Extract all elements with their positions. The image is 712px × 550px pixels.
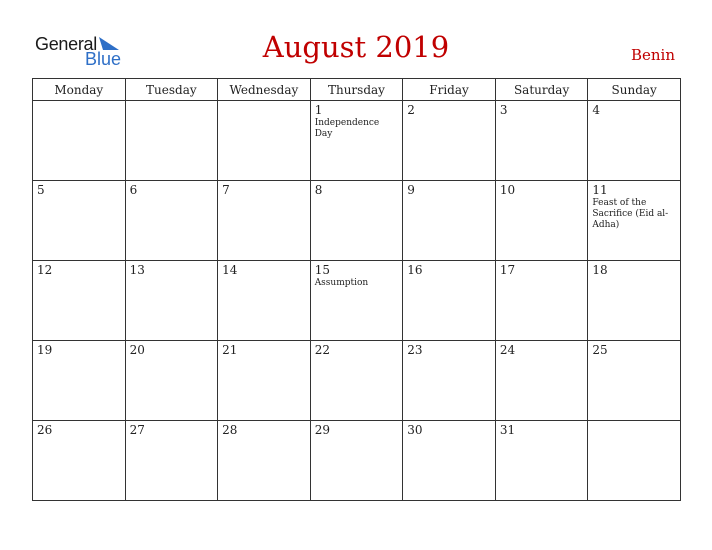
- day-cell: [403, 261, 496, 341]
- day-cell: [495, 181, 588, 261]
- day-number: 1: [314, 103, 323, 117]
- holiday-label: Feast of the Sacrifice (Eid al-Adha): [592, 198, 669, 230]
- weekday-header: Saturday: [495, 79, 588, 101]
- day-cell: [125, 261, 218, 341]
- day-number: 6: [129, 183, 138, 197]
- day-cell: [125, 341, 218, 421]
- logo-word-general: General: [35, 34, 97, 54]
- day-cell: [218, 421, 311, 501]
- weekday-header: Monday: [33, 79, 126, 101]
- day-number: 17: [499, 263, 516, 277]
- day-number: 4: [592, 103, 601, 117]
- day-number: 20: [129, 343, 145, 357]
- day-number: 15: [314, 263, 330, 277]
- day-number: 13: [129, 263, 145, 277]
- day-number: 18: [592, 263, 608, 277]
- day-number: 8: [314, 183, 323, 197]
- logo-word-blue: Blue: [85, 49, 122, 69]
- day-number: 31: [499, 423, 516, 437]
- day-number: 12: [37, 263, 53, 277]
- day-number: 21: [222, 343, 238, 357]
- day-number: 23: [407, 343, 423, 357]
- week-row: [33, 261, 681, 341]
- day-number: 25: [592, 343, 608, 357]
- weekday-header-row: [33, 79, 681, 101]
- day-cell: [33, 101, 126, 181]
- week-row: [33, 341, 681, 421]
- week-row: [33, 101, 681, 181]
- day-cell: [588, 101, 681, 181]
- day-cell: [310, 181, 403, 261]
- day-cell: [588, 421, 681, 501]
- day-number: 22: [314, 343, 330, 357]
- day-cell: [218, 341, 311, 421]
- day-number: 7: [222, 183, 230, 197]
- day-cell: [588, 181, 681, 261]
- day-cell: [33, 341, 126, 421]
- country-name: Benin: [630, 46, 675, 64]
- day-number: 10: [499, 183, 516, 197]
- day-number: 2: [407, 103, 415, 117]
- day-cell: [495, 341, 588, 421]
- day-cell: [495, 101, 588, 181]
- day-number: 5: [37, 183, 45, 197]
- holiday-label: Assumption: [314, 278, 369, 288]
- week-row: [33, 421, 681, 501]
- day-number: 16: [407, 263, 423, 277]
- week-row: [33, 181, 681, 261]
- day-cell: [310, 341, 403, 421]
- day-cell: [403, 181, 496, 261]
- day-number: 28: [222, 423, 238, 437]
- weekday-header: Thursday: [310, 79, 403, 101]
- day-cell: [495, 421, 588, 501]
- day-number: 19: [37, 343, 53, 357]
- day-cell: [403, 421, 496, 501]
- day-cell: [588, 341, 681, 421]
- day-number: 24: [499, 343, 516, 357]
- day-cell: [218, 181, 311, 261]
- day-number: 26: [37, 423, 53, 437]
- weekday-header: Tuesday: [125, 79, 218, 101]
- day-number: 29: [314, 423, 330, 437]
- weekday-header: Friday: [403, 79, 496, 101]
- day-number: 9: [407, 183, 415, 197]
- day-cell: [218, 101, 311, 181]
- calendar-title: August 2019: [262, 30, 450, 64]
- day-cell: [125, 421, 218, 501]
- day-cell: [495, 261, 588, 341]
- day-number: 30: [407, 423, 423, 437]
- day-number: 27: [129, 423, 145, 437]
- day-cell: [33, 421, 126, 501]
- day-cell: [125, 101, 218, 181]
- day-cell: [310, 101, 403, 181]
- day-cell: [310, 421, 403, 501]
- weekday-header: Wednesday: [218, 79, 311, 101]
- weekday-header: Sunday: [588, 79, 681, 101]
- day-cell: [403, 341, 496, 421]
- day-cell: [588, 261, 681, 341]
- day-cell: [403, 101, 496, 181]
- day-cell: [125, 181, 218, 261]
- day-cell: [33, 181, 126, 261]
- day-cell: [33, 261, 126, 341]
- day-number: 14: [222, 263, 238, 277]
- day-cell: [310, 261, 403, 341]
- day-number: 3: [499, 103, 508, 117]
- day-cell: [218, 261, 311, 341]
- day-number: 11: [592, 183, 608, 197]
- holiday-label: Independence Day: [314, 118, 380, 139]
- calendar-grid: [32, 78, 681, 501]
